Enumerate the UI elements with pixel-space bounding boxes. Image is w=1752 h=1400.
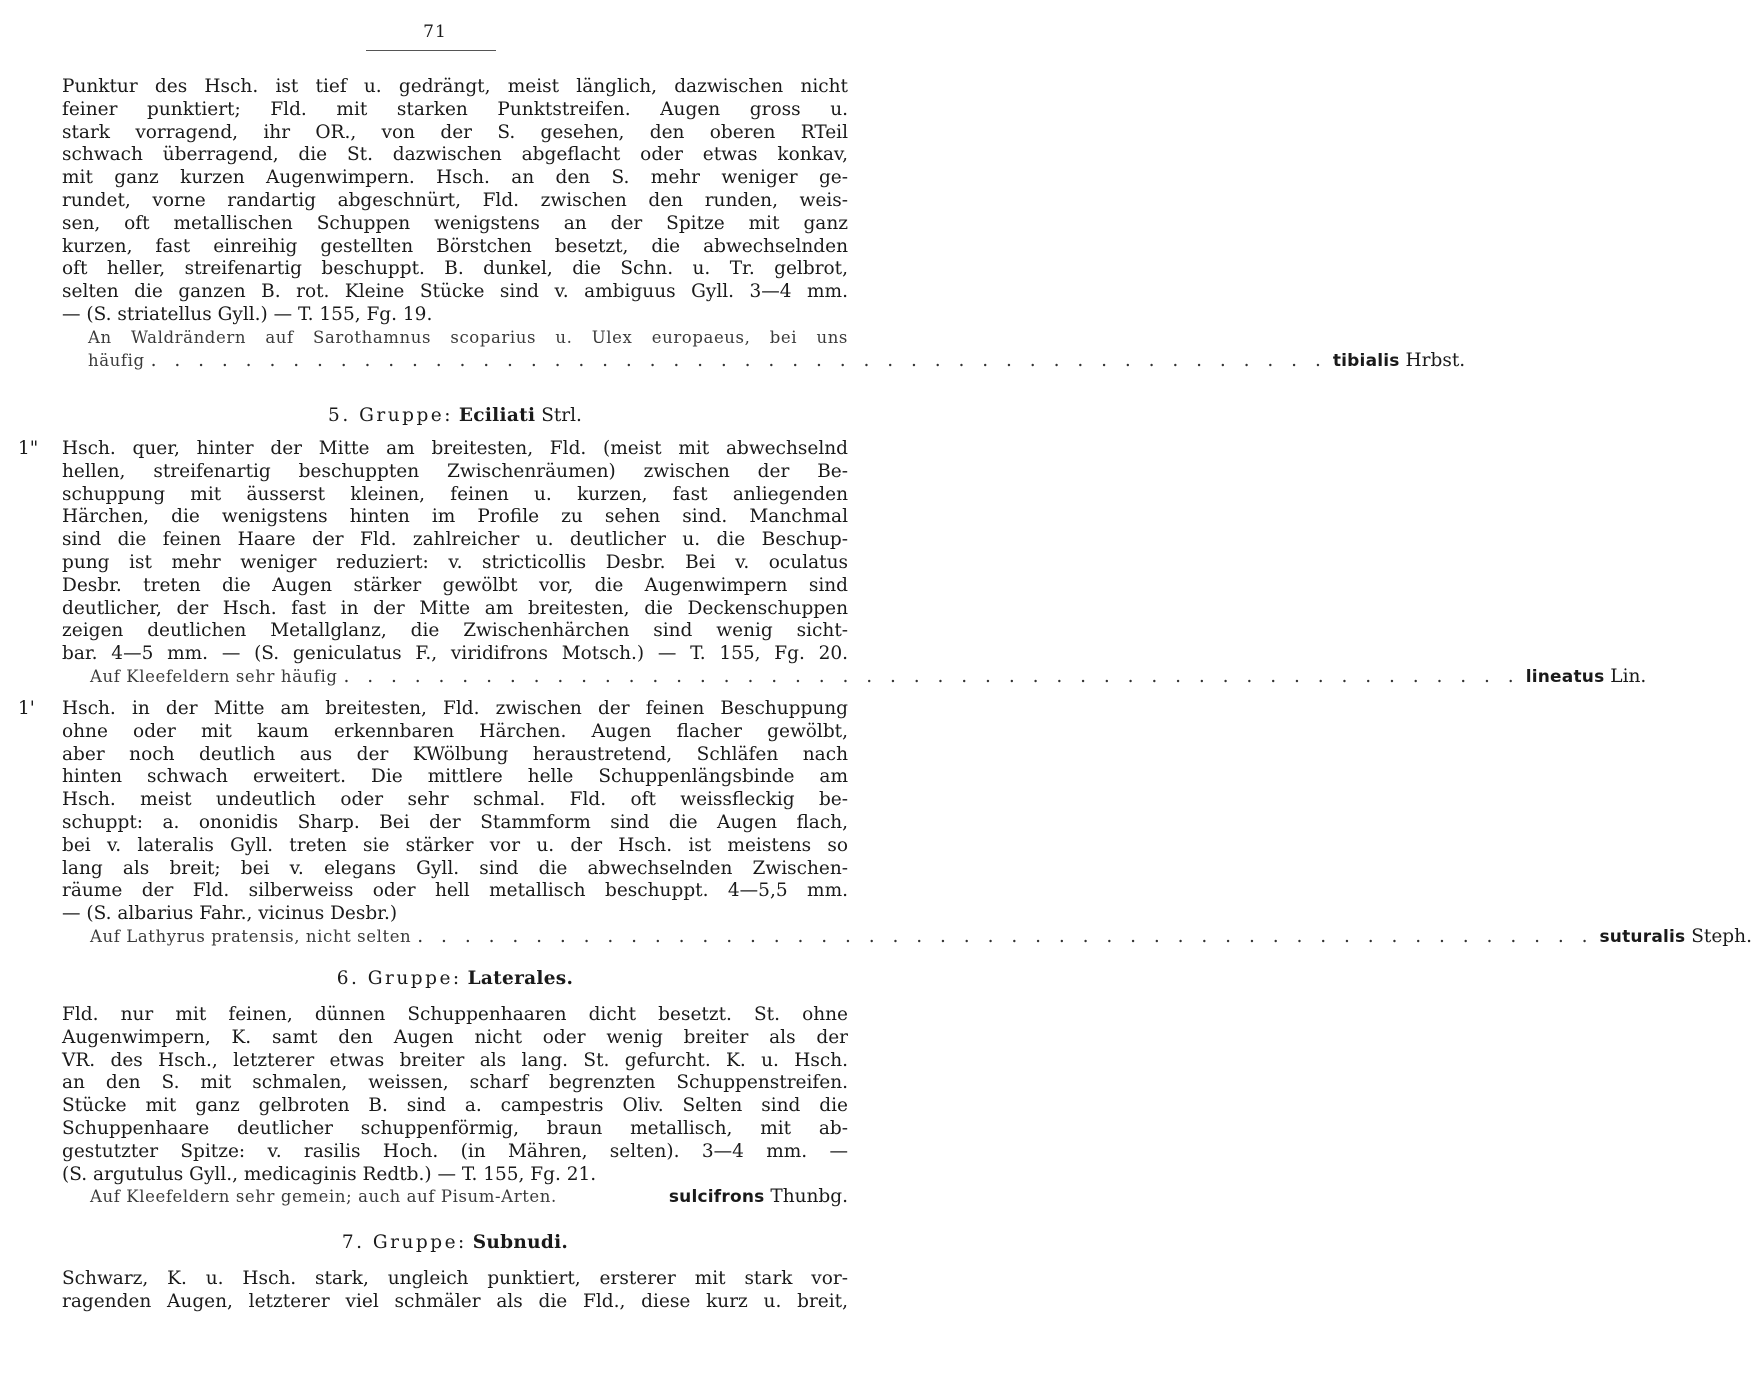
text-line: bar. 4—5 mm. — (S. geniculatus F., viridifrons Motsch.) — T. 155, Fg. 20. <box>62 643 848 665</box>
text-line: deutlicher, der Hsch. fast in der Mitte am breitesten, die Deckenschuppen <box>62 597 848 619</box>
habitat-text: häufig <box>88 350 145 370</box>
habitat-text: Auf Lathyrus pratensis, nicht selten <box>90 926 412 946</box>
species-author: Lin. <box>1604 665 1647 687</box>
text-line: Schuppenhaare deutlicher schuppenförmig, braun metallisch, mit ab- <box>62 1117 848 1139</box>
text-line: Schwarz, K. u. Hsch. stark, ungleich punktiert, ersterer mit stark vor- <box>62 1268 848 1289</box>
text-line: Hsch. in der Mitte am breitesten, Fld. zwischen der feinen Beschuppung <box>62 698 848 719</box>
text-line: ohne oder mit kaum erkennbaren Härchen. Augen flacher gewölbt, <box>62 720 848 742</box>
text-line: ragenden Augen, letzterer viel schmäler als die Fld., diese kurz u. breit, <box>62 1290 848 1312</box>
species-line <box>62 925 1752 949</box>
text-line: Hsch. meist undeutlich oder sehr schmal. Fld. oft weissfleckig be- <box>62 789 848 811</box>
couplet-marker: 1' <box>18 698 35 719</box>
intro-paragraph <box>62 76 1466 372</box>
text-line: gestutzter Spitze: v. rasilis Hoch. (in Mähren, selten). 3—4 mm. — <box>62 1140 848 1162</box>
group-author: Strl. <box>541 405 582 426</box>
species-name: suturalis <box>1599 926 1686 947</box>
group-heading <box>62 405 848 428</box>
leader-dots: . . . . . . . . . . . . . . . . . . . . . . . . . . . . . . . . . . . . . . . . . . . . . . . . . . <box>150 349 1327 371</box>
text-line: lang als breit; bei v. elegans Gyll. sind die abwechselnden Zwischen- <box>62 857 848 879</box>
text-line: schuppung mit äusserst kleinen, feinen u. kurzen, fast anliegenden <box>62 483 848 505</box>
text-line: stark vorragend, ihr OR., von der S. gesehen, den oberen RTeil <box>62 121 848 143</box>
couplet-paragraph <box>62 698 1752 949</box>
species-line <box>62 349 1466 373</box>
species-name: tibialis <box>1332 350 1400 371</box>
text-line: — (S. striatellus Gyll.) — T. 155, Fg. 19. <box>62 303 433 325</box>
species-line <box>62 665 1647 689</box>
group-label: 5. Gruppe: <box>328 405 453 426</box>
text-line: selten die ganzen B. rot. Kleine Stücke sind v. ambiguus Gyll. 3—4 mm. <box>62 281 848 303</box>
text-line: pung ist mehr weniger reduziert: v. stricticollis Desbr. Bei v. oculatus <box>62 551 848 573</box>
text-line: Desbr. treten die Augen stärker gewölbt vor, die Augenwimpern sind <box>62 574 848 596</box>
leader-dots: . . . . . . . . . . . . . . . . . . . . . . . . . . . . . . . . . . . . . . . . . . . . . . . . . . <box>417 925 1594 947</box>
species-author: Thunbg. <box>764 1186 848 1208</box>
text-line: feiner punktiert; Fld. mit starken Punktstreifen. Augen gross u. <box>62 98 848 120</box>
group-label: 7. Gruppe: <box>341 1232 467 1253</box>
group-paragraph <box>62 1004 848 1209</box>
text-line: bei v. lateralis Gyll. treten sie stärker vor u. der Hsch. ist meistens so <box>62 834 848 856</box>
habitat-line: An Waldrändern auf Sarothamnus scoparius u. Ulex europaeus, bei uns <box>88 327 848 347</box>
species-name: lineatus <box>1525 666 1605 687</box>
text-line: zeigen deutlichen Metallglanz, die Zwischenhärchen sind wenig sicht- <box>62 620 848 642</box>
species-name: sulcifrons <box>668 1187 765 1208</box>
habitat-text: Auf Kleefeldern sehr häufig <box>90 666 338 686</box>
header-rule <box>366 50 496 51</box>
text-line: Stücke mit ganz gelbroten B. sind a. campestris Oliv. Selten sind die <box>62 1095 848 1117</box>
species-author: Hrbst. <box>1399 349 1466 371</box>
text-line: hellen, streifenartig beschuppten Zwischenräumen) zwischen der Be- <box>62 460 848 482</box>
text-line: VR. des Hsch., letzterer etwas breiter als lang. St. gefurcht. K. u. Hsch. <box>62 1049 848 1071</box>
group-name: Eciliati <box>458 405 536 426</box>
text-line: aber noch deutlich aus der KWölbung heraustretend, Schläfen nach <box>62 743 848 765</box>
text-line: hinten schwach erweitert. Die mittlere helle Schuppenlängsbinde am <box>62 766 848 788</box>
group-label: 6. Gruppe: <box>336 968 462 989</box>
couplet-paragraph <box>62 438 1647 689</box>
group-name: Laterales. <box>467 968 574 989</box>
text-line: kurzen, fast einreihig gestellten Börstchen besetzt, die abwechselnden <box>62 235 848 257</box>
text-line: Hsch. quer, hinter der Mitte am breitesten, Fld. (meist mit abwechselnd <box>62 438 848 459</box>
leader-dots: . . . . . . . . . . . . . . . . . . . . . . . . . . . . . . . . . . . . . . . . . . . . . . . . . . <box>343 665 1520 687</box>
text-line: sind die feinen Haare der Fld. zahlreicher u. deutlicher u. die Beschup- <box>62 529 848 551</box>
group-paragraph <box>62 1268 848 1314</box>
text-line: räume der Fld. silberweiss oder hell metallisch beschuppt. 4—5,5 mm. <box>62 880 848 902</box>
text-line: Punktur des Hsch. ist tief u. gedrängt, meist länglich, dazwischen nicht <box>62 76 848 97</box>
text-line: oft heller, streifenartig beschuppt. B. dunkel, die Schn. u. Tr. gelbrot, <box>62 258 848 280</box>
species-author: Steph. <box>1685 925 1752 947</box>
text-line: Härchen, die wenigstens hinten im Profile zu sehen sind. Manchmal <box>62 506 848 528</box>
page-number: 71 <box>423 22 447 42</box>
text-line: an den S. mit schmalen, weissen, scharf begrenzten Schuppenstreifen. <box>62 1072 848 1094</box>
group-heading <box>62 968 848 991</box>
group-heading <box>62 1232 848 1255</box>
text-line: schwach überragend, die St. dazwischen abgeflacht oder etwas konkav, <box>62 144 848 166</box>
text-line: mit ganz kurzen Augenwimpern. Hsch. an den S. mehr weniger ge- <box>62 167 848 189</box>
group-name: Subnudi. <box>472 1232 569 1253</box>
text-line: schuppt: a. ononidis Sharp. Bei der Stammform sind die Augen flach, <box>62 811 848 833</box>
species-line <box>62 1186 848 1209</box>
text-line: Fld. nur mit feinen, dünnen Schuppenhaaren dicht besetzt. St. ohne <box>62 1004 848 1025</box>
text-line: (S. argutulus Gyll., medicaginis Redtb.) — T. 155, Fg. 21. <box>62 1163 597 1185</box>
text-line: — (S. albarius Fahr., vicinus Desbr.) <box>62 903 398 925</box>
text-line: sen, oft metallischen Schuppen wenigstens an der Spitze mit ganz <box>62 212 848 234</box>
text-line: Augenwimpern, K. samt den Augen nicht oder wenig breiter als der <box>62 1026 848 1048</box>
habitat-text: Auf Kleefeldern sehr gemein; auch auf Pisum-Arten. <box>90 1187 557 1207</box>
couplet-marker: 1" <box>18 438 39 459</box>
text-line: rundet, vorne randartig abgeschnürt, Fld. zwischen den runden, weis- <box>62 189 848 211</box>
